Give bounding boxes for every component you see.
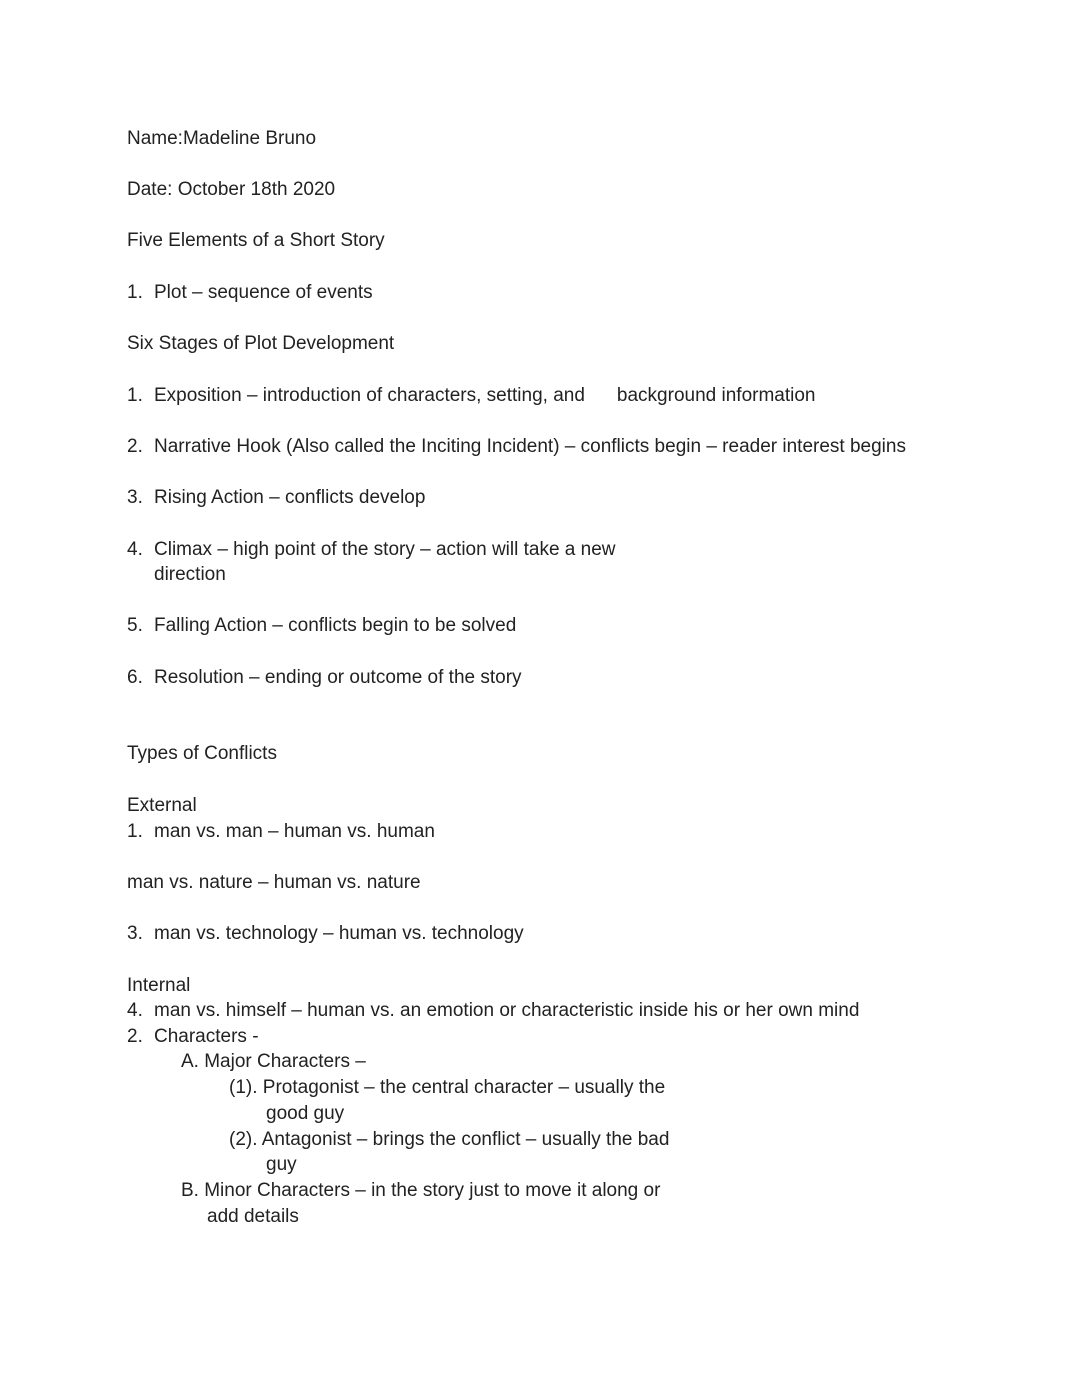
conflict-item (127, 922, 524, 946)
internal-label: Internal (127, 975, 191, 996)
list-text: Characters - (154, 1026, 259, 1047)
antagonist-item: (2). Antagonist – brings the conflict – usually the bad (229, 1129, 670, 1150)
list-number: 1. (127, 385, 143, 406)
list-text: man vs. technology – human vs. technology (154, 923, 524, 944)
list-text: man vs. himself – human vs. an emotion or characteristic inside his or her own mind (154, 1000, 860, 1021)
list-text: man vs. man – human vs. human (154, 821, 435, 842)
stage-item (127, 435, 906, 459)
list-text: Rising Action – conflicts develop (154, 487, 426, 508)
conflict-item: man vs. nature – human vs. nature (127, 872, 421, 893)
antagonist-item-continued: guy (266, 1154, 297, 1175)
element-plot (127, 281, 373, 305)
list-text: Exposition – introduction of characters, setting, and (154, 385, 585, 406)
list-text: Narrative Hook (Also called the Inciting Incident) – conflicts begin – reader interest begins (154, 436, 906, 457)
element-characters (127, 1025, 259, 1049)
conflict-item (127, 999, 859, 1023)
list-number: 1. (127, 821, 143, 842)
list-number: 2. (127, 1026, 143, 1047)
list-number: 3. (127, 487, 143, 508)
stage-item (127, 666, 522, 690)
stage-item (127, 486, 425, 510)
external-label: External (127, 795, 197, 816)
list-number: 6. (127, 667, 143, 688)
major-characters: A. Major Characters – (181, 1051, 366, 1072)
student-name: Name:Madeline Bruno (127, 128, 317, 149)
list-number: 4. (127, 1000, 143, 1021)
list-text-continued: background information (616, 385, 816, 406)
protagonist-item-continued: good guy (266, 1103, 345, 1124)
stage-item (127, 538, 616, 562)
list-text: Falling Action – conflicts begin to be solved (154, 615, 517, 636)
minor-characters-continued: add details (207, 1206, 299, 1227)
list-text: Plot – sequence of events (154, 282, 373, 303)
list-number: 4. (127, 539, 143, 560)
list-text: Climax – high point of the story – action will take a new (154, 539, 616, 560)
protagonist-item: (1). Protagonist – the central character – usually the (229, 1077, 666, 1098)
list-number: 3. (127, 923, 143, 944)
list-number: 2. (127, 436, 143, 457)
stage-item (127, 384, 816, 408)
list-text-continued: direction (154, 564, 226, 585)
conflict-item (127, 820, 435, 844)
stages-heading: Six Stages of Plot Development (127, 333, 395, 354)
list-number: 1. (127, 282, 143, 303)
date-line: Date: October 18th 2020 (127, 179, 336, 200)
list-text: Resolution – ending or outcome of the story (154, 667, 522, 688)
list-number: 5. (127, 615, 143, 636)
stage-item (127, 614, 516, 638)
minor-characters: B. Minor Characters – in the story just to move it along or (181, 1180, 661, 1201)
document-title: Five Elements of a Short Story (127, 230, 385, 251)
conflicts-heading: Types of Conflicts (127, 743, 277, 764)
